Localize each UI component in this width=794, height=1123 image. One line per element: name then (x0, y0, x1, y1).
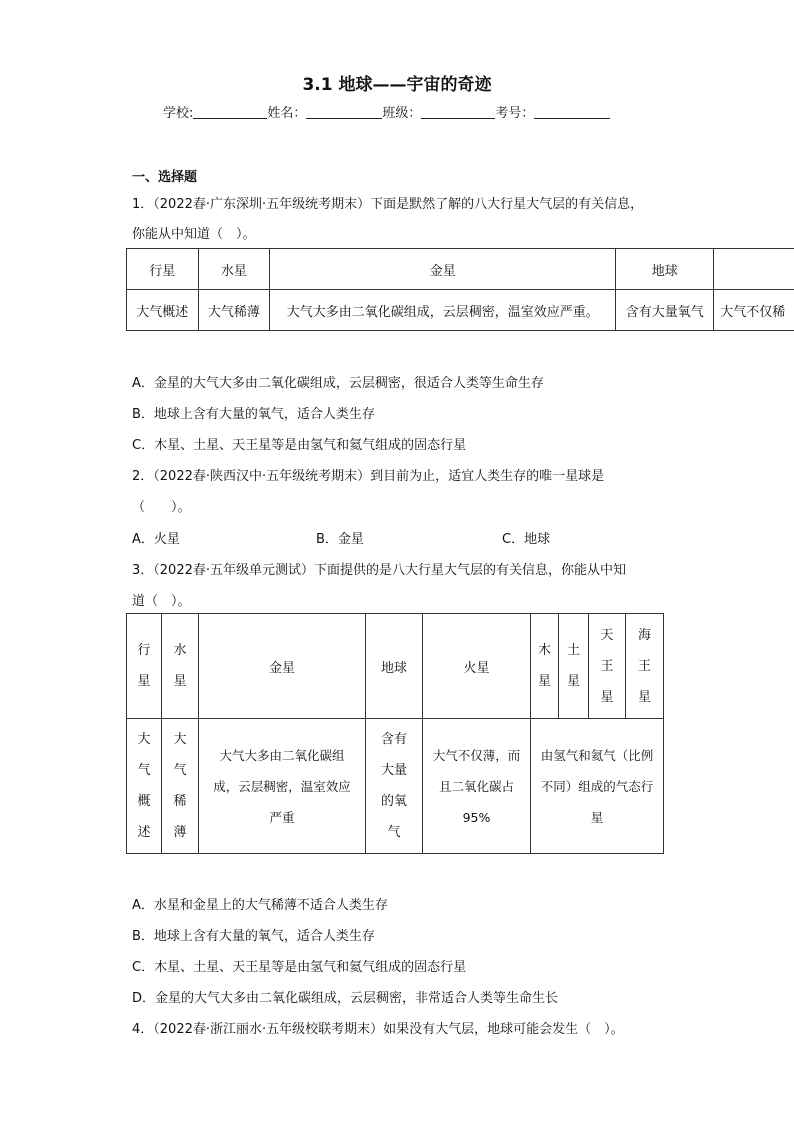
cell-text: 薄 (173, 825, 187, 840)
school-label: 学校: (163, 106, 194, 121)
table-cell: 地球 (616, 249, 714, 290)
cell-text: 土 (566, 643, 580, 658)
cell-text: 述 (137, 825, 151, 840)
class-blank[interactable] (421, 104, 495, 119)
cell-text: 大气大多由二氧化碳组 (219, 747, 345, 763)
q4-stem-line1: 4．（2022春·浙江丽水·五年级校联考期末）如果没有大气层，地球可能会发生（ ）。 (132, 1022, 624, 1037)
section-heading: 一、选择题 (132, 170, 198, 185)
cell-text: 概 (137, 794, 151, 809)
table-cell: 大气大多由二氧化碳组成，云层稠密，温室效应严重。 (270, 290, 616, 331)
cell-text: 水 (173, 643, 187, 658)
q3-table (126, 613, 664, 854)
table-cell (162, 719, 199, 854)
table-cell (162, 614, 199, 719)
table-cell: 大气稀薄 (198, 290, 270, 331)
q3-option-c[interactable]: C．木星、土星、天王星等是由氢气和氦气组成的固态行星 (132, 960, 467, 975)
cell-text: 由氢气和氦气（比例 (540, 747, 654, 763)
cell-text: 气 (137, 763, 151, 778)
name-blank[interactable] (306, 104, 382, 119)
table-cell (199, 719, 366, 854)
table-cell: 大气不仅稀 (714, 290, 794, 331)
q3-stem-line1: 3．（2022春·五年级单元测试）下面提供的是八大行星大气层的有关信息，你能从中知 (132, 563, 626, 578)
cell-text: 含有 (380, 732, 407, 747)
exam-no-blank[interactable] (534, 104, 610, 119)
table-cell: 水星 (198, 249, 270, 290)
cell-text: 王 (637, 658, 651, 674)
q3-option-a[interactable]: A．水星和金星上的大气稀薄不适合人类生存 (132, 898, 388, 913)
q1-option-c[interactable]: C．木星、土星、天王星等是由氢气和氦气组成的固态行星 (132, 438, 467, 453)
cell-text: 星 (137, 674, 151, 689)
q1-stem-line1: 1．（2022春·广东深圳·五年级统考期末）下面是默然了解的八大行星大气层的有关信息， (132, 197, 644, 212)
cell-text: 大气不仅薄，而 (432, 747, 521, 763)
class-label: 班级： (382, 106, 422, 121)
cell-text: 星 (600, 689, 614, 705)
cell-text: 稀 (173, 794, 187, 809)
cell-text: 海 (637, 627, 651, 643)
table-cell: 含有大量氧气 (616, 290, 714, 331)
q3-option-b[interactable]: B．地球上含有大量的氧气，适合人类生存 (132, 929, 375, 944)
table-cell (626, 614, 664, 719)
q3-stem-line2: 道（ ）。 (132, 594, 191, 609)
q2-stem-line2: （ ）。 (132, 500, 191, 515)
table-cell (531, 719, 664, 854)
cell-text: 大量 (380, 763, 407, 778)
table-cell (423, 719, 531, 854)
cell-text: 严重 (269, 809, 295, 825)
school-blank[interactable] (193, 104, 267, 119)
q1-table (126, 248, 794, 331)
q2-stem-line1: 2．（2022春·陕西汉中·五年级统考期末）到目前为止，适宜人类生存的唯一星球是 (132, 469, 605, 484)
cell-text: 大 (173, 732, 187, 747)
cell-text: 95% (462, 809, 491, 825)
cell-text: 气 (173, 763, 187, 778)
cell-text: 的氧 (380, 794, 407, 809)
cell-text: 且二氧化碳占 (438, 778, 514, 794)
q3-option-d[interactable]: D．金星的大气大多由二氧化碳组成，云层稠密，非常适合人类等生命生长 (132, 991, 559, 1006)
table-cell: 大气概述 (127, 290, 199, 331)
exam-no-label: 考号： (495, 106, 535, 121)
cell-text: 王 (600, 658, 614, 674)
q2-option-c[interactable]: C．地球 (502, 532, 551, 547)
page-title: 3.1 地球——宇宙的奇迹 (302, 75, 492, 95)
cell-text: 行 (137, 643, 151, 658)
cell-text: 气 (387, 825, 401, 840)
table-cell (127, 719, 162, 854)
table-row (127, 249, 794, 290)
cell-text: 星 (537, 674, 551, 689)
student-info-line (163, 102, 610, 121)
q1-stem-line2: 你能从中知道（ ）。 (132, 227, 256, 242)
table-cell: 地球 (366, 614, 423, 719)
table-cell (714, 249, 794, 290)
table-cell (559, 614, 589, 719)
table-row (127, 290, 794, 331)
cell-text: 星 (637, 689, 651, 705)
name-label: 姓名： (267, 106, 307, 121)
table-cell: 金星 (199, 614, 366, 719)
table-cell (589, 614, 626, 719)
cell-text: 星 (173, 674, 187, 689)
cell-text: 木 (537, 643, 551, 658)
q2-option-b[interactable]: B．金星 (316, 532, 364, 547)
q1-option-a[interactable]: A．金星的大气大多由二氧化碳组成，云层稠密，很适合人类等生命生存 (132, 376, 544, 391)
cell-text: 星 (590, 809, 604, 825)
table-row (127, 614, 664, 719)
cell-text: 成，云层稠密，温室效应 (213, 778, 351, 794)
q1-option-b[interactable]: B．地球上含有大量的氧气，适合人类生存 (132, 407, 375, 422)
table-cell (127, 614, 162, 719)
table-cell: 火星 (423, 614, 531, 719)
cell-text: 大 (137, 732, 151, 747)
q2-option-a[interactable]: A．火星 (132, 532, 180, 547)
cell-text: 天 (600, 627, 614, 643)
table-cell (531, 614, 559, 719)
table-cell: 行星 (127, 249, 199, 290)
table-row (127, 719, 664, 854)
table-cell: 金星 (270, 249, 616, 290)
table-cell (366, 719, 423, 854)
cell-text: 星 (566, 674, 580, 689)
cell-text: 不同）组成的气态行 (540, 778, 654, 794)
